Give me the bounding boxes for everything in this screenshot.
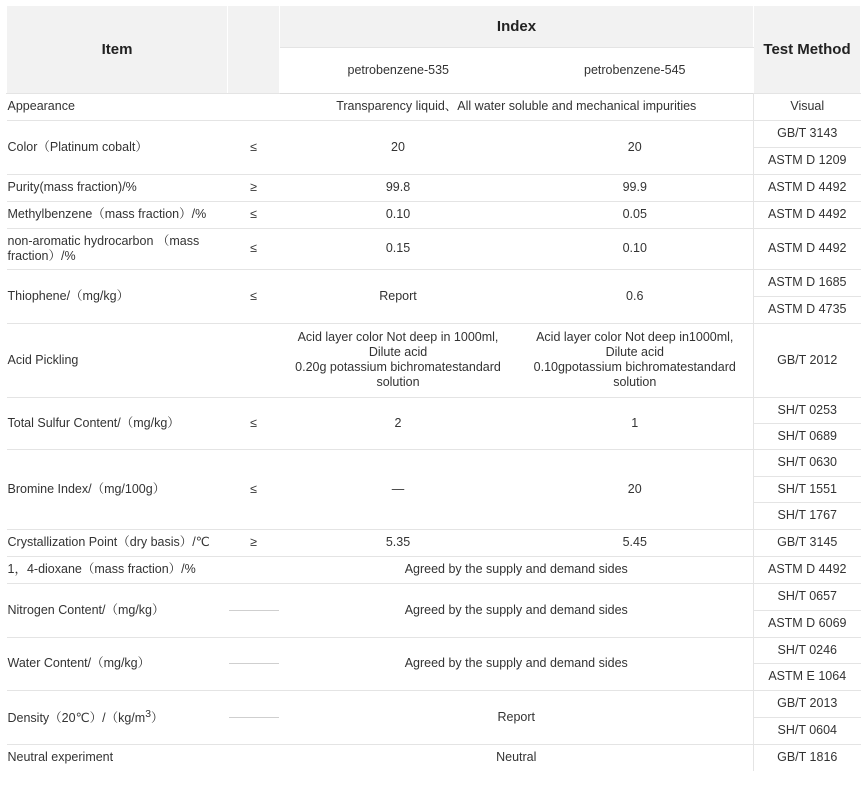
- row-bromine-index: [7, 449, 861, 476]
- row-dioxane: [7, 556, 861, 583]
- item-label: Color（Platinum cobalt）: [7, 120, 228, 174]
- row-total-sulfur: [7, 397, 861, 423]
- header-index: Index: [280, 6, 754, 47]
- value-535: 0.10: [280, 201, 517, 228]
- item-label: Neutral experiment: [7, 750, 114, 765]
- row-crystallization-point: [7, 529, 861, 556]
- symbol-dash: [228, 690, 280, 744]
- merged-value: Transparency liquid、All water soluble and mechanical impurities: [280, 93, 754, 120]
- item-label: Nitrogen Content/（mg/kg）: [7, 583, 228, 637]
- value-535-line: Dilute acid: [368, 345, 428, 359]
- value-545: 0.6: [517, 269, 754, 323]
- limit-symbol: ≥: [228, 174, 280, 201]
- test-method: SH/T 0689: [754, 423, 861, 449]
- test-method: ASTM E 1064: [754, 663, 861, 690]
- value-535: 99.8: [280, 174, 517, 201]
- value-545-line: Acid layer color Not deep in1000ml,: [536, 330, 734, 344]
- value-535: 20: [280, 120, 517, 174]
- row-nitrogen-content: [7, 583, 861, 610]
- value-535: [280, 323, 517, 397]
- value-535: 2: [280, 397, 517, 449]
- symbol-blank: [228, 93, 280, 120]
- test-method: SH/T 0630: [754, 449, 861, 476]
- row-color: [7, 120, 861, 147]
- test-method: SH/T 0604: [754, 717, 861, 744]
- item-label: [7, 690, 228, 744]
- dash-line: [229, 663, 279, 664]
- test-method: ASTM D 4492: [754, 201, 861, 228]
- density-label-exponent: 3: [145, 709, 151, 721]
- merged-value: Agreed by the supply and demand sides: [280, 556, 754, 583]
- value-535: 5.35: [280, 529, 517, 556]
- value-545: 20: [517, 449, 754, 529]
- item-label: Bromine Index/（mg/100g）: [7, 449, 228, 529]
- test-method: GB/T 3145: [754, 529, 861, 556]
- value-545: 5.45: [517, 529, 754, 556]
- test-method: ASTM D 4492: [754, 556, 861, 583]
- value-535: 0.15: [280, 228, 517, 269]
- item-label: Purity(mass fraction)/%: [7, 174, 228, 201]
- test-method: SH/T 0246: [754, 637, 861, 663]
- merged-value: Report: [280, 690, 754, 744]
- test-method: ASTM D 4492: [754, 174, 861, 201]
- limit-symbol: ≤: [228, 397, 280, 449]
- value-535-line: 0.20g potassium bichromatestandard: [295, 360, 501, 374]
- limit-symbol: ≤: [228, 269, 280, 323]
- row-non-aromatic: [7, 228, 861, 269]
- density-label-end: ）: [150, 711, 164, 726]
- header-item: Item: [7, 6, 228, 93]
- symbol-blank: [228, 323, 280, 397]
- symbol-blank: [228, 744, 280, 771]
- test-method: ASTM D 6069: [754, 610, 861, 637]
- item-label: Total Sulfur Content/（mg/kg）: [7, 397, 228, 449]
- row-thiophene: [7, 269, 861, 296]
- test-method: GB/T 3143: [754, 120, 861, 147]
- specification-table: [6, 6, 861, 771]
- dash-line: [229, 717, 279, 718]
- limit-symbol: ≤: [228, 449, 280, 529]
- header-test-method: Test Method: [754, 6, 861, 93]
- header-symbol-blank: [228, 6, 280, 93]
- limit-symbol: ≤: [228, 120, 280, 174]
- item-label: 1，4-dioxane（mass fraction）/%: [7, 556, 228, 583]
- merged-value: Neutral: [496, 750, 537, 765]
- value-535-line: solution: [376, 375, 420, 389]
- test-method: SH/T 1551: [754, 476, 861, 502]
- limit-symbol: ≤: [228, 228, 280, 269]
- row-density: [7, 690, 861, 717]
- header-grade-535: petrobenzene-535: [280, 47, 517, 93]
- test-method: GB/T 2012: [754, 323, 861, 397]
- header-grade-545: petrobenzene-545: [517, 47, 754, 93]
- test-method: SH/T 0657: [754, 583, 861, 610]
- value-545: 0.10: [517, 228, 754, 269]
- row-acid-pickling: [7, 323, 861, 397]
- item-label: Thiophene/（mg/kg）: [7, 269, 228, 323]
- item-label: Crystallization Point（dry basis）/℃: [7, 529, 228, 556]
- row-methylbenzene: [7, 201, 861, 228]
- value-535: —: [280, 449, 517, 529]
- symbol-dash: [228, 637, 280, 690]
- test-method: ASTM D 1685: [754, 269, 861, 296]
- limit-symbol: ≤: [228, 201, 280, 228]
- limit-symbol: ≥: [228, 529, 280, 556]
- value-545: 99.9: [517, 174, 754, 201]
- row-appearance: [7, 93, 861, 120]
- value-545-line: Dilute acid: [605, 345, 664, 359]
- value-545-line: 0.10gpotassium bichromatestandard: [533, 360, 736, 374]
- test-method: ASTM D 4492: [754, 228, 861, 269]
- test-method: GB/T 2013: [754, 690, 861, 717]
- symbol-blank: [228, 556, 280, 583]
- test-method: SH/T 1767: [754, 502, 861, 529]
- row-purity: [7, 174, 861, 201]
- test-method: GB/T 1816: [754, 744, 861, 771]
- merged-value: Agreed by the supply and demand sides: [280, 637, 754, 690]
- test-method: ASTM D 1209: [754, 147, 861, 174]
- item-label: Acid Pickling: [7, 323, 228, 397]
- item-label: Methylbenzene（mass fraction）/%: [7, 201, 228, 228]
- value-535-line: Acid layer color Not deep in 1000ml,: [297, 330, 499, 344]
- item-label: non-aromatic hydrocarbon （mass fraction）/%: [7, 228, 228, 269]
- value-545: [517, 323, 754, 397]
- value-535: Report: [280, 269, 517, 323]
- dash-line: [229, 610, 279, 611]
- test-method: Visual: [754, 93, 861, 120]
- value-545-line: solution: [613, 375, 657, 389]
- item-label: Water Content/（mg/kg）: [7, 637, 228, 690]
- test-method: SH/T 0253: [754, 397, 861, 423]
- density-label-main: Density（20℃）/（kg/m: [7, 711, 146, 726]
- merged-value: Agreed by the supply and demand sides: [280, 583, 754, 637]
- test-method: ASTM D 4735: [754, 296, 861, 323]
- row-neutral-experiment: [7, 744, 861, 771]
- item-label: Appearance: [7, 93, 228, 120]
- row-water-content: [7, 637, 861, 663]
- value-545: 1: [517, 397, 754, 449]
- symbol-dash: [228, 583, 280, 637]
- value-545: 20: [517, 120, 754, 174]
- value-545: 0.05: [517, 201, 754, 228]
